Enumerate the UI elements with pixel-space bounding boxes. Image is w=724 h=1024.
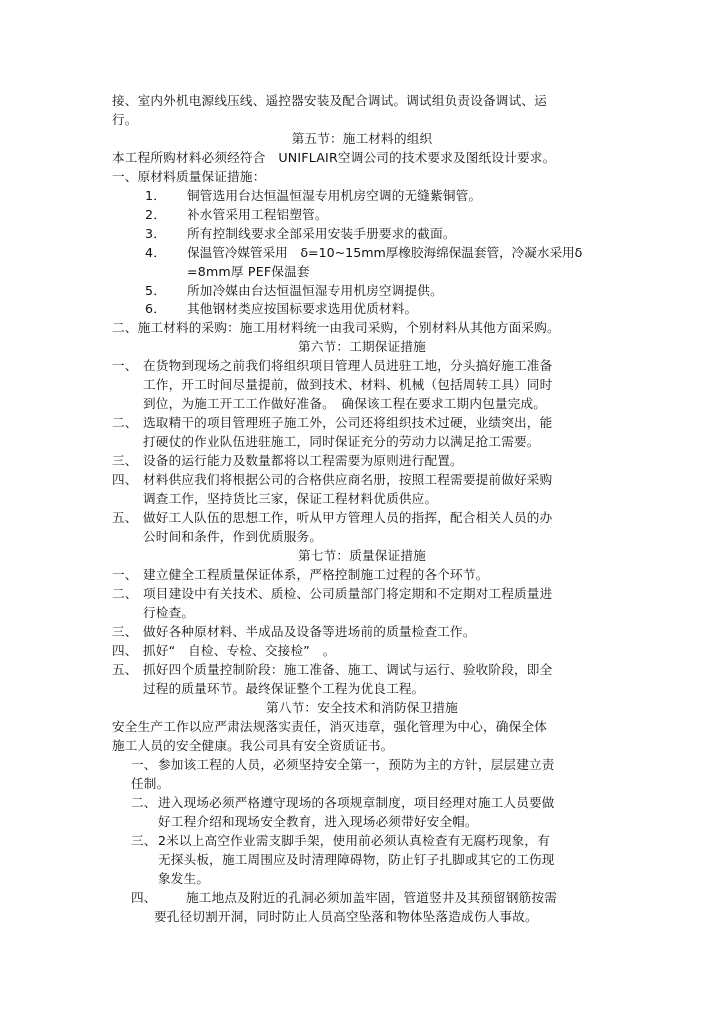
item-text: 象发生。 — [158, 871, 210, 886]
item-text: 铜管选用台达恒温恒湿专用机房空调的无缝紫铜管。 — [187, 188, 482, 203]
item-number: 1． — [145, 188, 167, 203]
item-number: 五、 — [112, 662, 138, 677]
item-text: 要孔径切割开洞，同时防止人员高空坠落和物体坠落造成伤人事故。 — [154, 909, 538, 924]
section-6-title: 第六节：工期保证措施 — [298, 339, 426, 354]
item-text: 工作，开工时间尽量提前，做到技术、材料、机械（包括周转工具）同时 — [143, 377, 553, 392]
item-number: 四、 — [112, 643, 138, 658]
intro-line: 接、室内外机电源线压线、遥控器安装及配合调试。调试组负责设备调试、运 — [112, 93, 547, 108]
item-text: 打硬仗的作业队伍进驻施工，同时保证充分的劳动力以满足抢工需要。 — [143, 434, 540, 449]
item-number: 一、 — [131, 757, 157, 772]
item-text: 到位，为施工开工工作做好准备。 确保该工程在要求工期内包量完成。 — [143, 396, 547, 411]
item-number: 二、 — [131, 795, 157, 810]
item-number: 四、 — [131, 890, 157, 905]
item-text: 行检查。 — [143, 605, 195, 620]
item-text: 做好各种原材料、半成品及设备等进场前的质量检查工作。 — [143, 624, 476, 639]
item-text: 抓好“ 自检、专检、交接检” 。 — [143, 643, 336, 658]
item-text: 其他钢材类应按国标要求选用优质材料。 — [187, 301, 418, 316]
item-text: 过程的质量环节。最终保证整个工程为优良工程。 — [143, 681, 425, 696]
item-number: 五、 — [112, 510, 138, 525]
section-5-title: 第五节：施工材料的组织 — [291, 131, 433, 146]
item-text: 公时间和条件，作到优质服务。 — [143, 529, 323, 544]
item-text: 施工地点及附近的孔洞必须加盖牢固，管道竖井及其预留钢筋按需 — [186, 890, 558, 905]
item-text: 设备的运行能力及数量都将以工程需要为原则进行配置。 — [143, 453, 463, 468]
item-text: 做好工人队伍的思想工作，听从甲方管理人员的指挥，配合相关人员的办 — [143, 510, 553, 525]
section-5-intro: 本工程所购材料必须经符合 UNIFLAIR空调公司的技术要求及图纸设计要求。 — [112, 150, 556, 165]
section-8-intro: 安全生产工作以应严肃法规落实责任，消灭违章，强化管理为中心，确保全体 — [112, 719, 547, 734]
item-text: 项目建设中有关技术、质检、公司质量部门将定期和不定期对工程质量进 — [143, 586, 553, 601]
item-number: 4． — [145, 245, 167, 260]
item-text: 保温管冷媒管采用 δ=10~15mm厚橡胶海绵保温套管，冷凝水采用δ — [187, 245, 583, 260]
item-number: 2． — [145, 207, 167, 222]
item-text: 参加该工程的人员，必须坚持安全第一，预防为主的方针，层层建立责 — [158, 757, 555, 772]
item-number: 三、 — [112, 624, 138, 639]
item-text: 选取精干的项目管理班子施工外，公司还将组织技术过硬，业绩突出，能 — [143, 415, 553, 430]
item-text: 2米以上高空作业需支脚手架，使用前必须认真检查有无腐朽现象，有 — [158, 833, 551, 848]
item-text: 在货物到现场之前我们将组织项目管理人员进驻工地，分头搞好施工准备 — [143, 358, 553, 373]
item-number: 二、 — [112, 586, 138, 601]
item-text: 抓好四个质量控制阶段：施工准备、施工、调试与运行、验收阶段，即全 — [143, 662, 553, 677]
item-text: 补水管采用工程铝塑管。 — [187, 207, 328, 222]
item-text: 材料供应我们将根据公司的合格供应商名册，按照工程需要提前做好采购 — [143, 472, 553, 487]
item-number: 四、 — [112, 472, 138, 487]
item-continuation: =8mm厚 PEF保温套 — [187, 264, 310, 279]
section-5-heading-2: 二、施工材料的采购：施工用材料统一由我司采购，个别材料从其他方面采购。 — [112, 320, 560, 335]
item-number: 二、 — [112, 415, 138, 430]
item-text: 调查工作，坚持货比三家，保证工程材料优质供应。 — [143, 491, 438, 506]
item-number: 三、 — [131, 833, 157, 848]
item-number: 6． — [145, 301, 167, 316]
section-8-title: 第八节：安全技术和消防保卫措施 — [266, 700, 458, 715]
item-number: 三、 — [112, 453, 138, 468]
section-8-intro: 施工人员的安全健康。我公司具有安全资质证书。 — [112, 738, 394, 753]
item-text: 进入现场必须严格遵守现场的各项规章制度，项目经理对施工人员要做 — [158, 795, 555, 810]
intro-line: 行。 — [112, 112, 138, 127]
item-number: 一、 — [112, 567, 138, 582]
item-text: 好工程介绍和现场安全教育，进入现场必须带好安全帽。 — [158, 814, 478, 829]
item-text: 建立健全工程质量保证体系，严格控制施工过程的各个环节。 — [143, 567, 489, 582]
item-number: 5． — [145, 283, 167, 298]
item-text: 任制。 — [131, 776, 170, 791]
section-7-title: 第七节：质量保证措施 — [298, 548, 426, 563]
item-text: 所有控制线要求全部采用安装手册要求的截面。 — [187, 226, 456, 241]
item-text: 所加冷媒由台达恒温恒湿专用机房空调提供。 — [187, 283, 443, 298]
item-text: 无探头板，施工周围应及时清理障碍物，防止钉子扎脚或其它的工伤现 — [158, 852, 555, 867]
item-number: 一、 — [112, 358, 138, 373]
section-5-heading-1: 一、原材料质量保证措施： — [112, 169, 266, 184]
item-number: 3． — [145, 226, 167, 241]
